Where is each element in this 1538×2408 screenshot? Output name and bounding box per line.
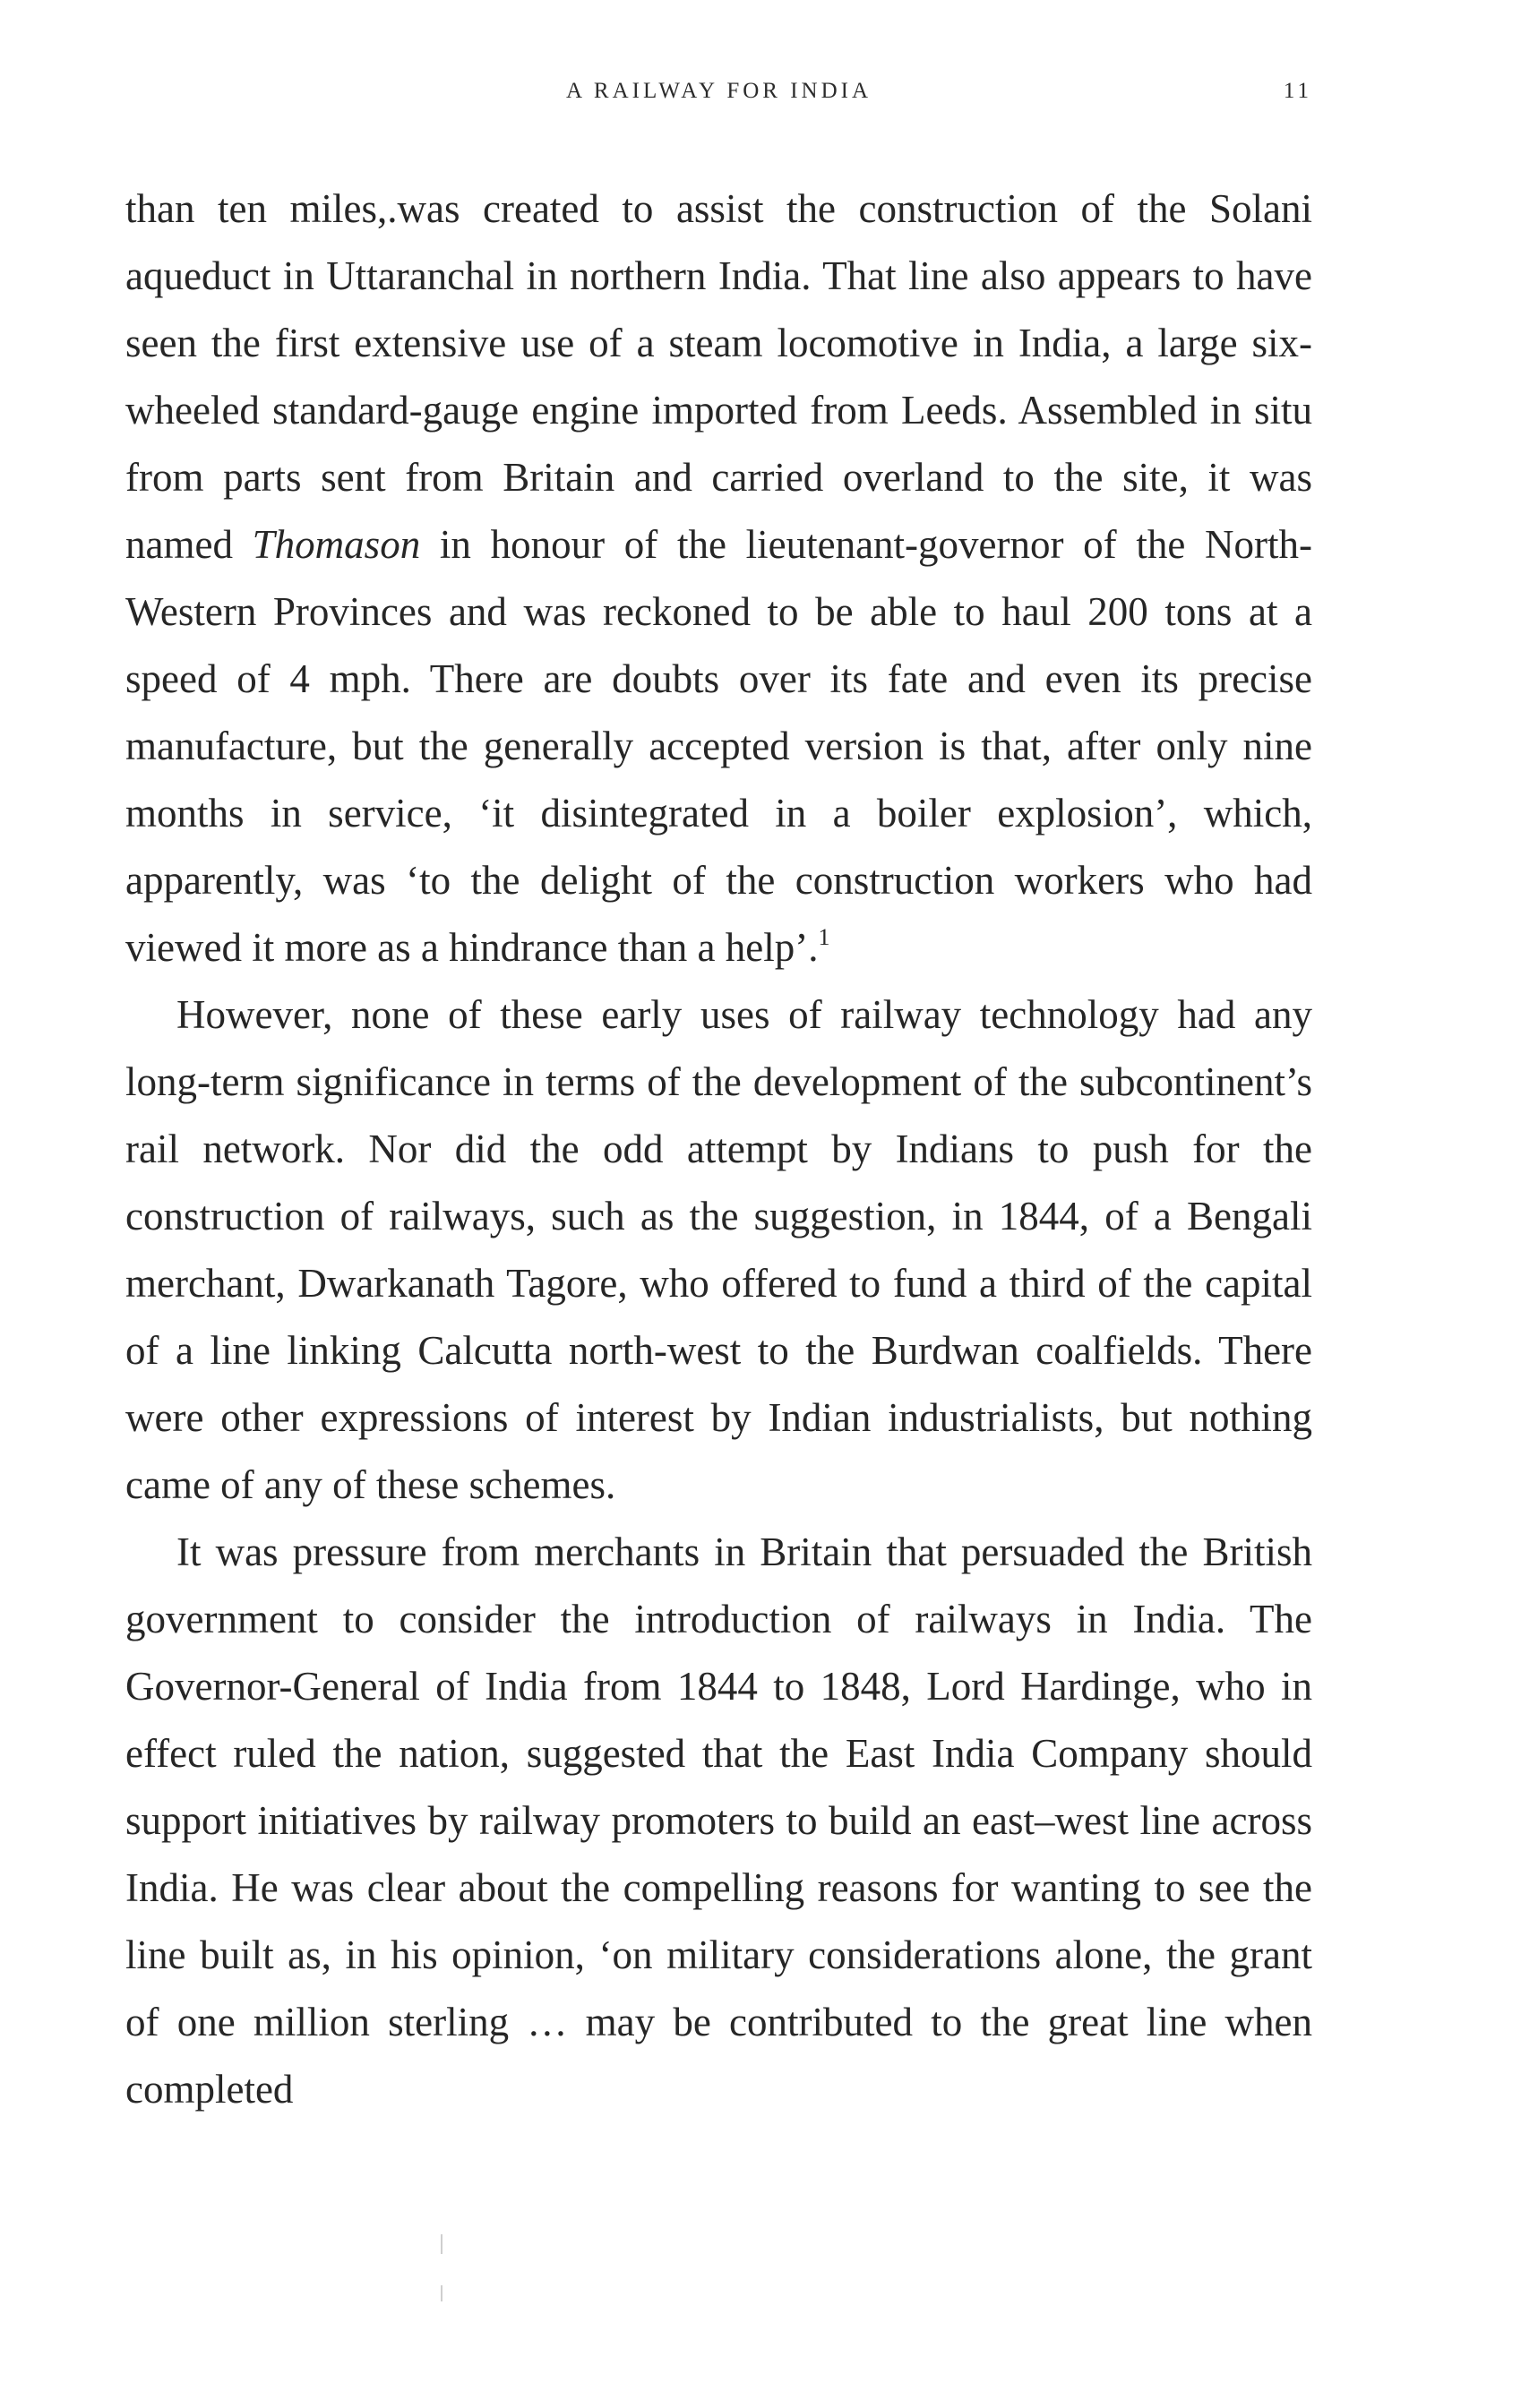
running-title: A RAILWAY FOR INDIA xyxy=(565,79,872,103)
body-text xyxy=(125,176,1312,2123)
paragraph: However, none of these early uses of railway technology had any long-term significance in terms of the development of the subcontinent’s rail network. Nor did the odd attempt by Indians to push for the construction of railways, such as the suggestion, in 1844, of a Bengali merchant, Dwarkanath Tagore, who offered to fund a third of the capital of a line linking Calcutta north-west to the Burdwan coalfields. There were other expressions of interest by Indian industrialists, but nothing came of any of these schemes. xyxy=(125,992,1312,1507)
paragraph-text: than ten miles,.was created to assist the construction of the Solani aqueduct in Uttaranchal in northern India. That line also appears to have seen the first extensive use of a steam locomotive in India, a large six-wheeled standard-gauge engine imported from Leeds. Assembled in situ from parts sent from Britain and carried overland to the site, it was named xyxy=(125,186,1312,567)
locomotive-name: Thomason xyxy=(252,522,421,567)
scan-mark xyxy=(441,2285,442,2301)
footnote-reference: 1 xyxy=(818,924,830,950)
scan-mark xyxy=(441,2234,442,2254)
paragraph: It was pressure from merchants in Britain that persuaded the British government to consider the introduction of railways in India. The Governor-General of India from 1844 to 1848, Lord Hardinge, who in effect ruled the nation, suggested that the East India Company should support initiatives by railway promoters to build an east–west line across India. He was clear about the compelling reasons for wanting to see the line built as, in his opinion, ‘on military considerations alone, the grant of one million sterling … may be contributed to the great line when completed xyxy=(125,1530,1312,2112)
running-head xyxy=(125,79,1312,111)
page-number: 11 xyxy=(1283,79,1312,103)
paragraph xyxy=(125,176,1312,981)
paragraph-text-continued: in honour of the lieutenant-governor of the North-Western Provinces and was reckoned to be able to haul 200 tons at a speed of 4 mph. There are doubts over its fate and even its precise manufacture, but the generally accepted version is that, after only nine months in service, ‘it disintegrated in a boiler explosion’, which, apparently, was ‘to the delight of the construction workers who had viewed it more as a hindrance than a help’. xyxy=(125,522,1312,970)
